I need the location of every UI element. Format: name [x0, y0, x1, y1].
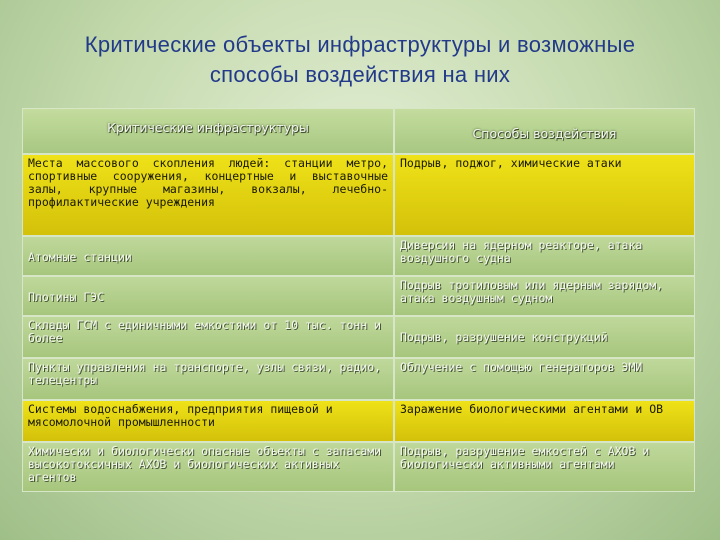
- title-line-2: способы воздействия на них: [209, 62, 511, 87]
- slide-title: [20, 30, 700, 90]
- header-infrastructure: Критические инфраструктуры: [22, 108, 394, 154]
- table-row: [22, 236, 695, 276]
- object-cell: Склады ГСМ с единичными емкостями от 10 тыс. тонн и более: [22, 316, 394, 358]
- table-row: [22, 442, 695, 492]
- object-cell: Плотины ГЭС: [22, 276, 394, 316]
- table-row: [22, 154, 695, 236]
- method-cell: Подрыв, поджог, химические атаки: [394, 154, 695, 236]
- table-header-row: [22, 108, 695, 154]
- infrastructure-table: [22, 108, 695, 492]
- object-cell: Химически и биологически опасные объекты с запасами высокотоксичных АХОВ и биологических активных агентов: [22, 442, 394, 492]
- method-cell: Облучение с помощью генераторов ЭМИ: [394, 358, 695, 400]
- object-cell: Места массового скопления людей: станции метро, спортивные сооружения, концертные и выставочные залы, крупные магазины, вокзалы, лечебно-профилактические учреждения: [22, 154, 394, 236]
- object-cell: Системы водоснабжения, предприятия пищевой и мясомолочной промышленности: [22, 400, 394, 442]
- method-cell: Подрыв, разрушение емкостей с АХОВ и биологически активными агентами: [394, 442, 695, 492]
- method-cell: Диверсия на ядерном реакторе, атака воздушного судна: [394, 236, 695, 276]
- method-cell: Подрыв тротиловым или ядерным зарядом, атака воздушным судном: [394, 276, 695, 316]
- table-row: [22, 400, 695, 442]
- table-row: [22, 316, 695, 358]
- header-methods: Способы воздействия: [394, 108, 695, 154]
- table-row: [22, 358, 695, 400]
- title-line-1: Критические объекты инфраструктуры и возможные: [84, 32, 636, 57]
- object-cell: Пункты управления на транспорте, узлы связи, радио, телецентры: [22, 358, 394, 400]
- method-cell: Заражение биологическими агентами и ОВ: [394, 400, 695, 442]
- object-cell: Атомные станции: [22, 236, 394, 276]
- table-row: [22, 276, 695, 316]
- method-cell: Подрыв, разрушение конструкций: [394, 316, 695, 358]
